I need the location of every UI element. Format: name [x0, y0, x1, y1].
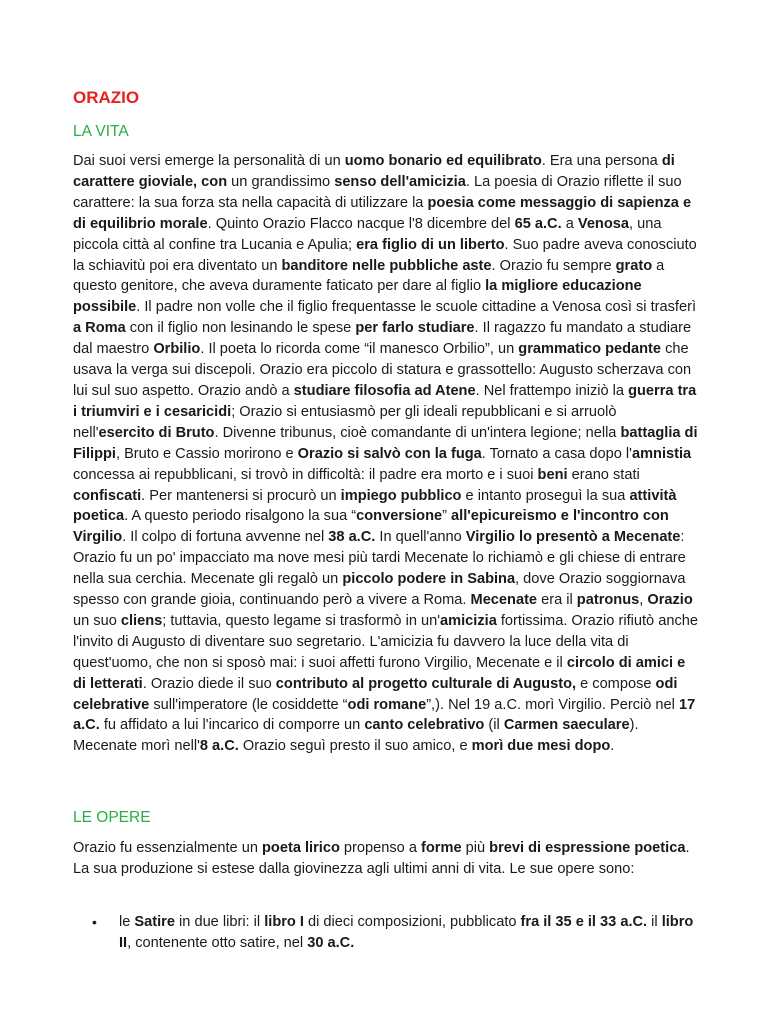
bold-text-run: impiego pubblico	[340, 487, 462, 504]
bullet-icon: •	[92, 914, 97, 930]
bold-text-run: grato	[615, 257, 653, 274]
bold-text-run: banditore nelle pubbliche aste	[281, 257, 492, 274]
bold-text-run: fra il 35 e il 33 a.C.	[520, 914, 648, 930]
text-run: . Il ragazzo fu mandato a studiare dal maestro	[73, 320, 692, 358]
text-run: in due libri: il	[174, 914, 265, 930]
bold-text-run: guerra tra i triumviri e i cesaricidi	[73, 382, 697, 420]
text-run: ; Orazio si entusiasmò per gli ideali repubblicani e si arruolò nell'	[73, 403, 617, 441]
text-run: un grandissimo	[227, 173, 335, 190]
bold-text-run: libro II	[119, 914, 694, 951]
text-run: il	[647, 914, 662, 930]
bold-text-run: di carattere gioviale, con	[73, 153, 675, 190]
bold-text-run: esercito di Bruto	[98, 424, 215, 441]
opere-list-item	[92, 912, 698, 954]
bold-text-run: contributo al progetto culturale di Augusto,	[275, 675, 577, 692]
section-heading-vita: LA VITA	[73, 123, 129, 140]
bold-text-run: cliens	[120, 612, 163, 629]
text-run: , contenente otto satire, nel	[127, 934, 308, 951]
text-run: e compose	[576, 675, 656, 692]
opere-paragraph	[73, 838, 698, 880]
text-run: a	[561, 215, 578, 232]
bold-text-run: amnistia	[631, 445, 692, 462]
text-run: , dove Orazio soggiornava spesso con grande gioia, continuando però a vivere a Roma.	[73, 571, 686, 609]
bold-text-run: Virgilio lo presentò a Mecenate	[465, 529, 681, 546]
text-run: : Orazio fu un po' impacciato ma nove mesi più tardi Mecenate lo richiamò e gli chiese di entrare nella sua cerchia. Mecenate gli regalò un	[73, 529, 686, 588]
text-run: .	[610, 738, 615, 755]
text-run: In quell'anno	[375, 529, 466, 546]
bold-text-run: battaglia di Filippi	[73, 424, 698, 462]
text-run: . Orazio diede il suo	[142, 675, 276, 692]
bold-text-run: poesia come messaggio di sapienza e di equilibrio morale	[73, 194, 692, 232]
text-run: concessa ai repubblicani, si trovò in difficoltà: il padre era morto e i suoi	[73, 466, 538, 483]
bold-text-run: a Roma	[73, 320, 126, 337]
bold-text-run: Orazio	[647, 592, 693, 609]
text-run: . Orazio fu sempre	[491, 257, 616, 274]
text-run: . Divenne tribunus, cioè comandante di un'intera legione; nella	[214, 424, 621, 441]
text-run: sull'imperatore (le cosiddette “	[149, 696, 348, 713]
text-run: un suo	[73, 612, 121, 629]
text-run: . Tornato a casa dopo l'	[481, 445, 632, 462]
text-run: Orazio fu essenzialmente un	[73, 840, 263, 856]
bold-text-run: Venosa	[577, 215, 629, 232]
text-run: ; tuttavia, questo legame si trasformò in un'	[162, 612, 441, 629]
text-run: ). Mecenate morì nell'	[73, 717, 639, 755]
text-run: . Il padre non volle che il figlio frequentasse le scuole cittadine a Venosa così si trasferì	[136, 299, 697, 316]
text-run: ”	[442, 508, 452, 525]
bold-text-run: morì due mesi dopo	[471, 738, 611, 755]
text-run: a questo genitore, che aveva duramente faticato per dare al figlio	[73, 257, 665, 295]
bold-text-run: senso dell'amicizia	[334, 173, 466, 190]
bold-text-run: 8 a.C.	[199, 738, 239, 755]
text-run: . Il poeta lo ricorda come “il manesco Orbilio”, un	[200, 341, 519, 358]
section-heading-opere: LE OPERE	[73, 809, 151, 826]
bold-text-run: canto celebrativo	[364, 717, 485, 734]
text-run: . Nel frattempo iniziò la	[475, 382, 629, 399]
text-run: ,	[639, 592, 648, 609]
bold-text-run: 17 a.C.	[73, 696, 696, 734]
text-run: erano stati	[567, 466, 640, 483]
text-run: . Suo padre aveva conosciuto la schiavitù poi era diventato un	[73, 236, 697, 274]
bold-text-run: odi romane	[347, 696, 427, 713]
bold-text-run: circolo di amici e di letterati	[73, 654, 686, 692]
text-run: . La poesia di Orazio riflette il suo carattere: la sua forza sta nella capacità di utilizzare la	[73, 173, 682, 211]
opere-list-item-text	[92, 912, 698, 954]
text-run: (il	[484, 717, 504, 734]
bold-text-run: Carmen saeculare	[503, 717, 630, 734]
text-run: che usava la verga sui discepoli. Orazio era piccolo di statura e grassottello: Augusto scherzava con lui sul suo aspetto. Orazio andò a	[73, 341, 692, 399]
bold-text-run: all'epicureismo e l'incontro con Virgilio	[73, 508, 669, 546]
bold-text-run: confiscati	[73, 487, 142, 504]
text-run: . Quinto Orazio Flacco nacque l'8 dicembre del	[207, 215, 515, 232]
bold-text-run: poeta lirico	[262, 840, 340, 856]
text-run: era il	[537, 592, 577, 609]
text-run: Orazio seguì presto il suo amico, e	[238, 738, 472, 755]
text-run: propenso a	[339, 840, 422, 856]
bold-text-run: la migliore educazione possibile	[73, 278, 642, 316]
bold-text-run: grammatico pedante	[518, 341, 662, 358]
bold-text-run: odi celebrative	[73, 675, 678, 713]
text-run: , Bruto e Cassio morirono e	[115, 445, 298, 462]
text-run: fortissima. Orazio rifiutò anche l'invito di Augusto di diventare suo segretario. L'amicizia fu davvero la luce della vita di quest'uomo, che non si sposò mai: i suoi affetti furono Virgilio, Mecenate e il	[73, 612, 698, 671]
bold-text-run: uomo bonario ed equilibrato	[344, 153, 542, 169]
text-run: . Il colpo di fortuna avvenne nel	[122, 529, 329, 546]
text-run: . La sua produzione si estese dalla giovinezza agli ultimi anni di vita. Le sue opere sono:	[73, 840, 690, 877]
bold-text-run: brevi di espressione poetica	[489, 840, 686, 856]
text-run: , una piccola città al confine tra Lucania e Apulia;	[73, 215, 662, 253]
document-title: ORAZIO	[73, 88, 140, 107]
bold-text-run: piccolo podere in Sabina	[342, 571, 516, 588]
bold-text-run: Satire	[134, 914, 175, 930]
bold-text-run: attività poetica	[73, 487, 677, 525]
bold-text-run: forme	[421, 840, 462, 856]
text-run: fu affidato a lui l'incarico di comporre un	[99, 717, 365, 734]
text-run: . Era una persona	[541, 153, 662, 169]
text-run: con il figlio non lesinando le spese	[125, 320, 356, 337]
text-run: e intanto proseguì la sua	[461, 487, 630, 504]
bold-text-run: 30 a.C.	[307, 934, 355, 951]
bold-text-run: libro I	[264, 914, 304, 930]
bold-text-run: Orbilio	[153, 341, 201, 358]
text-run: Dai suoi versi emerge la personalità di un	[73, 153, 345, 169]
text-run: . A questo periodo risalgono la sua “	[124, 508, 357, 525]
bold-text-run: Mecenate	[470, 592, 538, 609]
text-run: più	[461, 840, 490, 856]
bold-text-run: amicizia	[440, 612, 497, 629]
bold-text-run: patronus	[576, 592, 640, 609]
bold-text-run: conversione	[356, 508, 443, 525]
bold-text-run: era figlio di un liberto	[356, 236, 505, 253]
vita-paragraph	[73, 151, 698, 757]
text-run: ”,). Nel 19 a.C. morì Virgilio. Perciò nel	[426, 696, 679, 713]
bold-text-run: beni	[537, 466, 568, 483]
bold-text-run: per farlo studiare	[355, 320, 475, 337]
bold-text-run: Orazio si salvò con la fuga	[297, 445, 482, 462]
bold-text-run: 38 a.C.	[328, 529, 376, 546]
text-run: . Per mantenersi si procurò un	[141, 487, 341, 504]
text-run: le	[119, 914, 135, 930]
bold-text-run: 65 a.C.	[514, 215, 562, 232]
text-run: di dieci composizioni, pubblicato	[303, 914, 521, 930]
bold-text-run: studiare filosofia ad Atene	[293, 382, 476, 399]
